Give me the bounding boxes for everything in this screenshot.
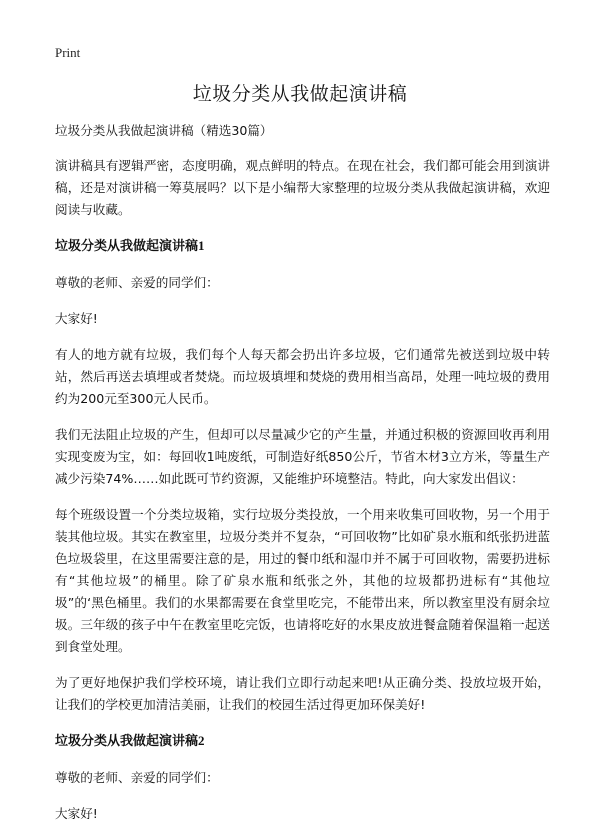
print-link[interactable]: Print <box>55 45 81 60</box>
section-2-greeting: 尊敬的老师、亲爱的同学们： <box>55 770 219 785</box>
page-title: 垃圾分类从我做起演讲稿 <box>192 83 408 105</box>
section-heading-number: 1 <box>198 238 205 253</box>
section-1-paragraph: 有人的地方就有垃圾，我们每个人每天都会扔出许多垃圾，它们通常先被送到垃圾中转站，然后再送去填埋或者焚烧。而垃圾填埋和焚烧的费用相当高昂，处理一吨垃圾的费用约为200元至300元人民币。 <box>55 347 550 406</box>
section-heading-text: 垃圾分类从我做起演讲稿 <box>55 239 199 254</box>
section-2-salutation: 大家好! <box>55 806 98 821</box>
section-1-paragraph: 我们无法阻止垃圾的产生，但却可以尽量减少它的产生量，并通过积极的资源回收再利用实现变废为宝，如：每回收1吨废纸，可制造好纸850公斤，节省木材3立方米，等量生产减少污染74%……如此既可节约资源，又能维护环境整洁。特此，向大家发出倡议： <box>55 427 550 486</box>
section-heading-text: 垃圾分类从我做起演讲稿 <box>55 734 199 749</box>
section-1-salutation: 大家好! <box>55 311 98 326</box>
intro-paragraph: 演讲稿具有逻辑严密，态度明确，观点鲜明的特点。在现在社会，我们都可能会用到演讲稿，还是对演讲稿一筹莫展吗？以下是小编帮大家整理的垃圾分类从我做起演讲稿，欢迎阅读与收藏。 <box>55 158 550 217</box>
section-1-paragraph: 为了更好地保护我们学校环境，请让我们立即行动起来吧!从正确分类、投放垃圾开始，让我们的学校更加清洁美丽，让我们的校园生活过得更加环保美好! <box>55 675 550 712</box>
section-heading-2 <box>55 730 550 753</box>
section-1-greeting: 尊敬的老师、亲爱的同学们： <box>55 275 219 290</box>
section-1-paragraph: 每个班级设置一个分类垃圾箱，实行垃圾分类投放，一个用来收集可回收物，另一个用于装其他垃圾。其实在教室里，垃圾分类并不复杂，“可回收物”比如矿泉水瓶和纸张扔进蓝色垃圾袋里，在这里需要注意的是，用过的餐巾纸和湿巾并不属于可回收物，需要扔进标有“其他垃圾”的桶里。除了矿泉水瓶和纸张之外，其他的垃圾都扔进标有“其他垃圾”的‘黑色桶里。我们的水果都需要在食堂里吃完，不能带出来，所以教室里没有厨余垃圾。三年级的孩子中午在教室里吃完饭，也请将吃好的水果皮放进餐盒随着保温箱一起送到食堂处理。 <box>55 507 550 654</box>
document-body <box>55 120 550 839</box>
section-heading-1 <box>55 235 550 258</box>
section-heading-number: 2 <box>198 733 205 748</box>
document-subtitle: 垃圾分类从我做起演讲稿（精选30篇） <box>55 123 273 138</box>
